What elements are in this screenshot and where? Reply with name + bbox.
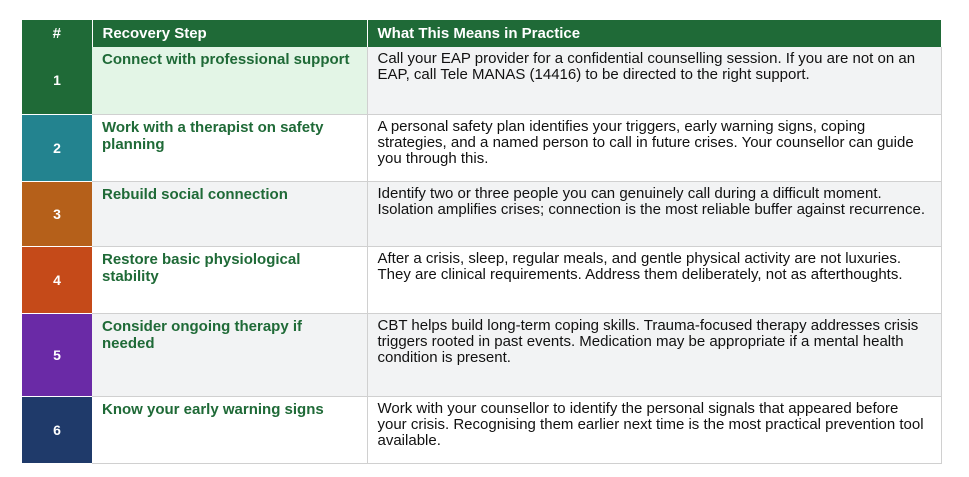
step-title: Know your early warning signs (92, 396, 367, 463)
table-row (22, 181, 941, 246)
table-row (22, 47, 941, 114)
step-description: A personal safety plan identifies your triggers, early warning signs, coping strategies, and a named person to call in future crises. Your counsellor can guide you through this. (367, 114, 941, 181)
column-header-practice: What This Means in Practice (367, 20, 941, 47)
step-number: 2 (22, 114, 92, 181)
step-description: After a crisis, sleep, regular meals, and gentle physical activity are not luxuries. They are clinical requirements. Address them deliberately, not as afterthoughts. (367, 246, 941, 313)
recovery-steps-table (22, 20, 942, 464)
step-title: Connect with professional support (92, 47, 367, 114)
step-title: Rebuild social connection (92, 181, 367, 246)
step-description: CBT helps build long-term coping skills. Trauma-focused therapy addresses crisis triggers rooted in past events. Medication may be appropriate if a mental health condition is present. (367, 313, 941, 396)
step-number: 4 (22, 246, 92, 313)
step-number: 5 (22, 313, 92, 396)
recovery-steps-table-container (22, 20, 941, 464)
column-header-number: # (22, 20, 92, 47)
table-row (22, 396, 941, 463)
table-header-row (22, 20, 941, 47)
step-number: 1 (22, 47, 92, 114)
table-row (22, 114, 941, 181)
step-title: Consider ongoing therapy if needed (92, 313, 367, 396)
step-title: Restore basic physiological stability (92, 246, 367, 313)
table-row (22, 246, 941, 313)
step-number: 6 (22, 396, 92, 463)
step-title: Work with a therapist on safety planning (92, 114, 367, 181)
step-description: Identify two or three people you can genuinely call during a difficult moment. Isolation amplifies crises; connection is the most reliable buffer against recurrence. (367, 181, 941, 246)
step-number: 3 (22, 181, 92, 246)
table-row (22, 313, 941, 396)
column-header-recovery-step: Recovery Step (92, 20, 367, 47)
step-description: Work with your counsellor to identify the personal signals that appeared before your crisis. Recognising them earlier next time is the most practical prevention tool available. (367, 396, 941, 463)
step-description: Call your EAP provider for a confidential counselling session. If you are not on an EAP, call Tele MANAS (14416) to be directed to the right support. (367, 47, 941, 114)
